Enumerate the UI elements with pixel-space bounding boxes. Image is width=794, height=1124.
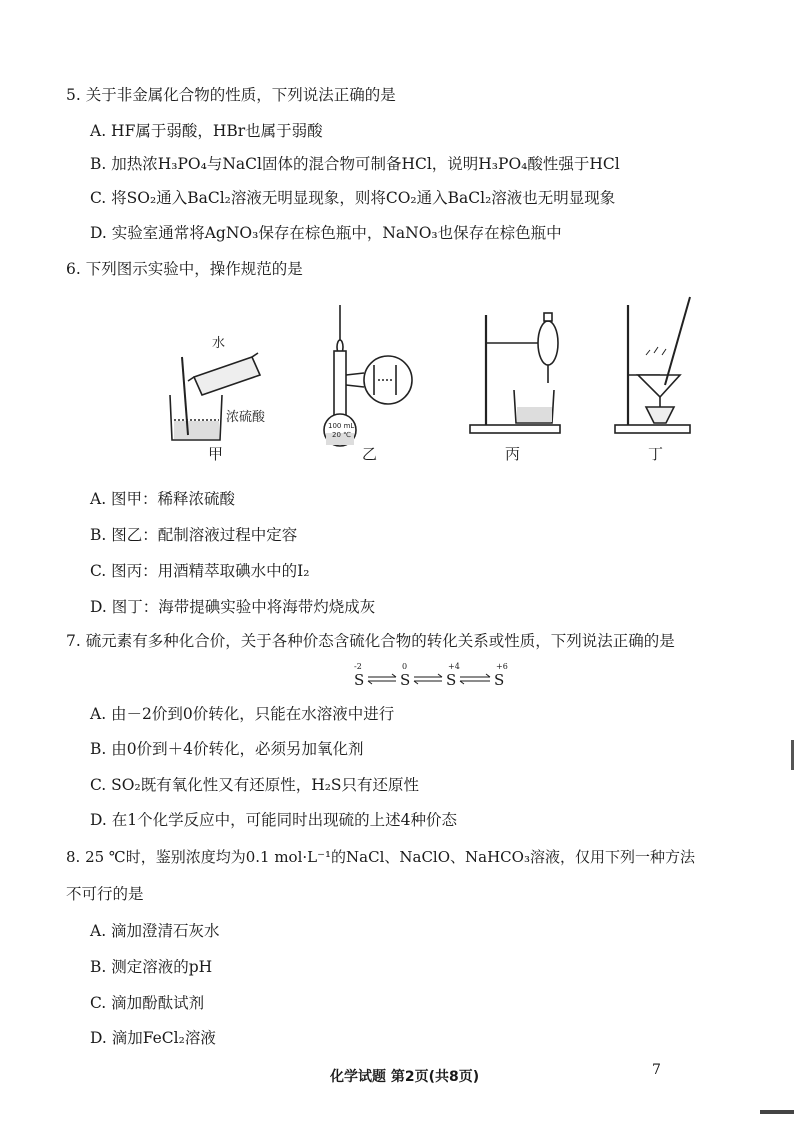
q5-stem: 5. 关于非金属化合物的性质，下列说法正确的是 [66, 86, 396, 104]
q8-option-c: C. 滴加酚酞试剂 [90, 994, 205, 1012]
q7-option-b: B. 由0价到＋4价转化，必须另加氧化剂 [90, 740, 364, 758]
q8-stem-line1: 8. 25 ℃时，鉴别浓度均为0.1 mol·L⁻¹的NaCl、NaClO、NaHCO₃溶液，仅用下列一种方法 [66, 848, 695, 866]
q8-option-d: D. 滴加FeCl₂溶液 [90, 1029, 216, 1047]
figure-ding-caption: 丁 [648, 445, 664, 463]
q6-stem: 6. 下列图示实验中，操作规范的是 [66, 260, 303, 278]
water-label: 水 [212, 336, 226, 351]
figure-jia-caption: 甲 [208, 445, 224, 463]
q5-option-a: A. HF属于弱酸，HBr也属于弱酸 [90, 122, 323, 140]
figure-bing-caption: 丙 [505, 445, 521, 463]
page-mark: 7 [652, 1062, 661, 1078]
q8-stem-line2: 不可行的是 [66, 885, 144, 903]
apparatus-diagrams [160, 295, 700, 470]
figure-jia [170, 353, 260, 440]
q5-option-c: C. 将SO₂通入BaCl₂溶液无明显现象，则将CO₂通入BaCl₂溶液也无明显现象 [90, 189, 616, 207]
q5-option-d: D. 实验室通常将AgNO₃保存在棕色瓶中，NaNO₃也保存在棕色瓶中 [90, 224, 562, 242]
equilibrium-arrows [368, 674, 490, 684]
figure-yi-caption: 乙 [362, 445, 378, 463]
q7-stem: 7. 硫元素有多种化合价，关于各种价态含硫化合物的转化关系或性质，下列说法正确的是 [66, 632, 675, 650]
page-footer: 化学试题 第2页(共8页) [330, 1069, 480, 1085]
valence-0: 0 [402, 662, 408, 671]
flask-volume-label: 100 mL [328, 422, 355, 430]
valence-plus6: +6 [496, 662, 508, 671]
sulfur-3: S [446, 671, 457, 688]
q7-option-c: C. SO₂既有氧化性又有还原性，H₂S只有还原性 [90, 776, 420, 794]
sulfur-1: S [354, 671, 365, 688]
figure-bing [470, 313, 560, 433]
q5-option-b: B. 加热浓H₃PO₄与NaCl固体的混合物可制备HCl，说明H₃PO₄酸性强于HCl [90, 155, 620, 173]
valence-minus2: -2 [354, 662, 362, 671]
q6-option-a: A. 图甲：稀释浓硫酸 [90, 490, 236, 508]
sulfur-2: S [400, 671, 411, 688]
sulfur-valence-chain [352, 660, 512, 688]
q6-option-c: C. 图丙：用酒精萃取碘水中的I₂ [90, 562, 310, 580]
scan-corner-mark [760, 1110, 794, 1114]
q6-option-d: D. 图丁：海带提碘实验中将海带灼烧成灰 [90, 598, 376, 616]
q7-option-d: D. 在1个化学反应中，可能同时出现硫的上述4种价态 [90, 811, 457, 829]
q8-option-b: B. 测定溶液的pH [90, 958, 213, 976]
q7-option-a: A. 由－2价到0价转化，只能在水溶液中进行 [90, 705, 395, 723]
acid-label: 浓硫酸 [226, 410, 266, 425]
flask-temp-label: 20 ℃ [332, 431, 351, 439]
sulfur-4: S [494, 671, 505, 688]
q6-figures [160, 295, 700, 470]
q6-option-b: B. 图乙：配制溶液过程中定容 [90, 526, 298, 544]
figure-ding [615, 297, 690, 433]
q8-option-a: A. 滴加澄清石灰水 [90, 922, 220, 940]
valence-plus4: +4 [448, 662, 460, 671]
